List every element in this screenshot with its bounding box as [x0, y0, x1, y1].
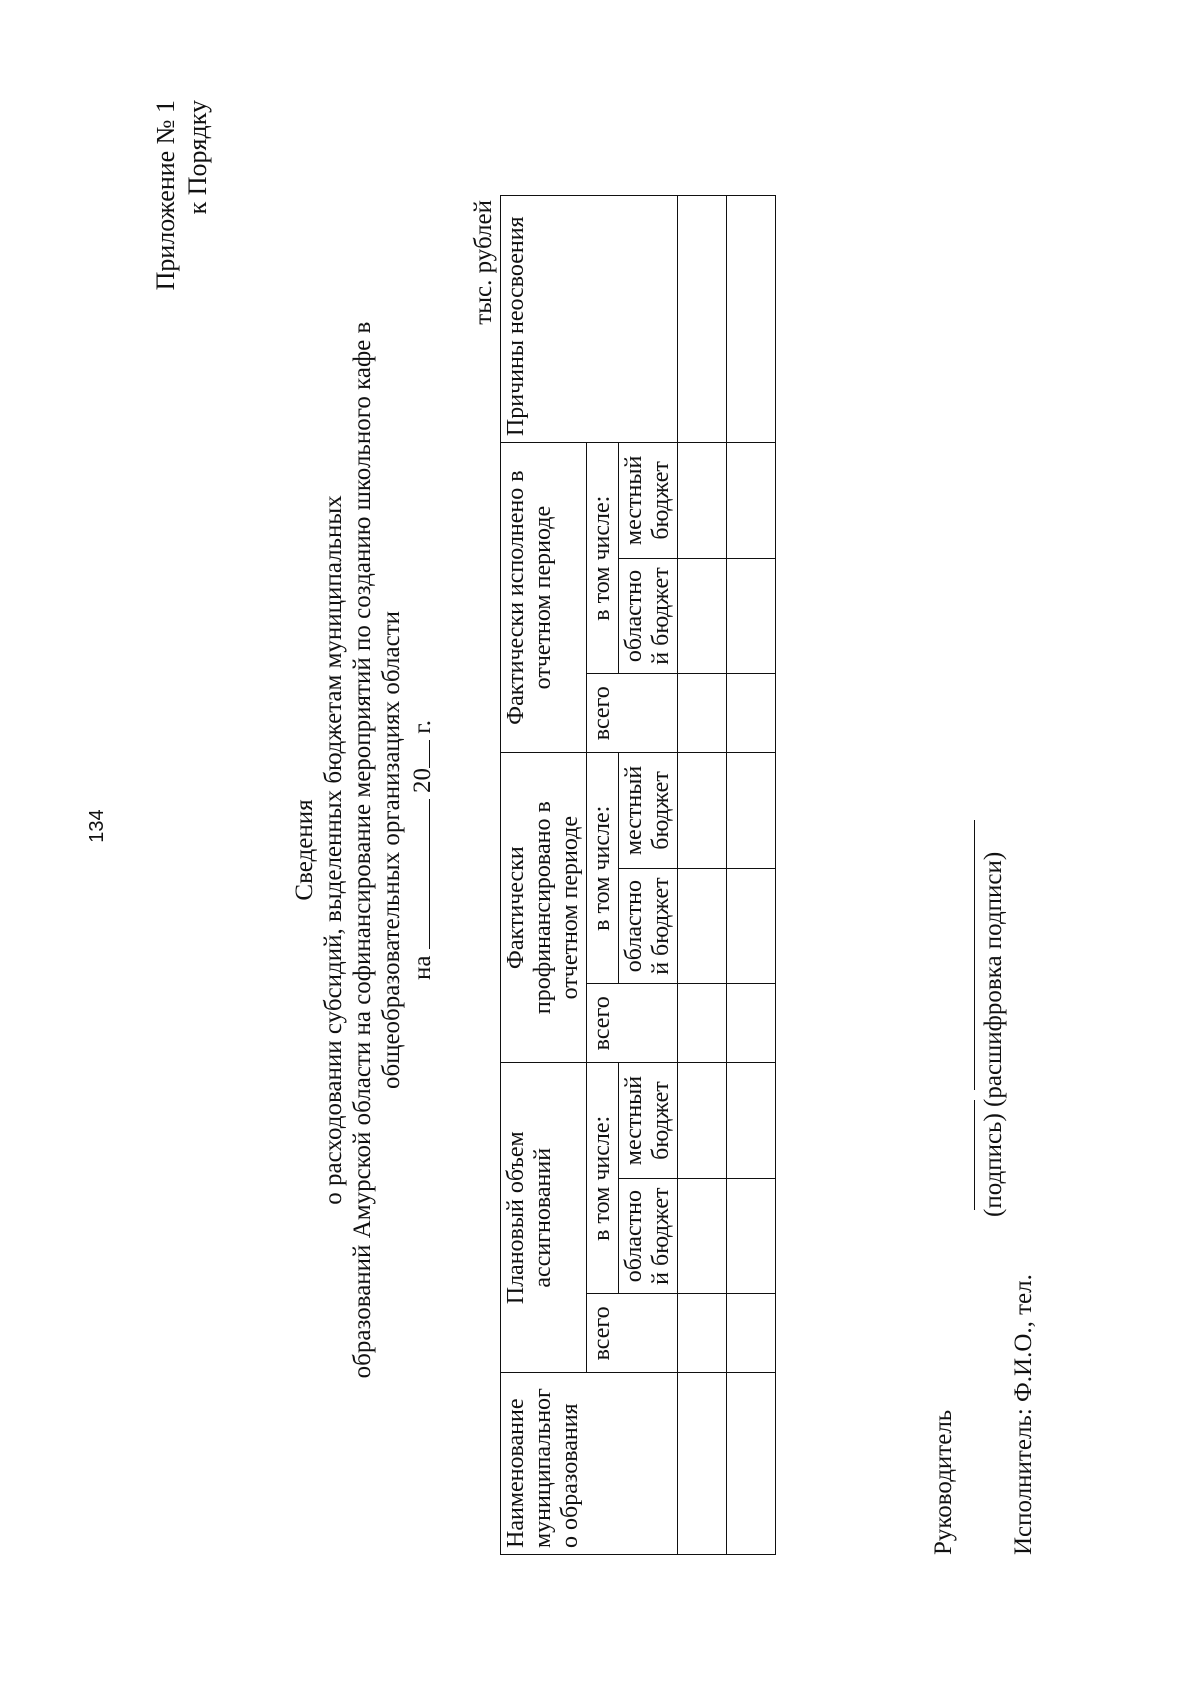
appendix-line-1: Приложение № 1 [151, 100, 180, 291]
table-cell [727, 1178, 776, 1294]
table-cell [678, 674, 727, 753]
table-cell [678, 1178, 727, 1294]
date-year-blank [409, 740, 430, 768]
table-cell [727, 868, 776, 984]
title-heading: Сведения [291, 799, 318, 901]
executed-including-header: в том числе: [587, 443, 619, 674]
date-year: 20 [409, 767, 436, 793]
funded-total-header: всего [587, 984, 678, 1063]
table-cell [678, 1294, 727, 1373]
table-cell [727, 558, 776, 674]
header-municipality: Наименование муниципальног о образования [501, 1373, 678, 1555]
signature-line [974, 1100, 975, 1210]
executed-local-header: местный бюджет [619, 443, 678, 559]
report-date [408, 200, 437, 1500]
title-line-2: образований Амурской области на софинансирование мероприятий по созданию школьного кафе в [349, 321, 376, 1379]
table-cell [678, 753, 727, 869]
table-cell [678, 1063, 727, 1179]
appendix-note [150, 100, 214, 320]
date-day-month-blank [409, 799, 430, 949]
table-cell [727, 443, 776, 559]
table-cell [678, 443, 727, 559]
executed-regional-header: областно й бюджет [619, 558, 678, 674]
table-cell [727, 196, 776, 443]
header-reasons: Причины неосвоения [501, 196, 678, 443]
plan-regional-header: областно й бюджет [619, 1178, 678, 1294]
units-label: тыс. рублей [470, 200, 497, 325]
table-cell [727, 753, 776, 869]
document-title [290, 200, 437, 1500]
date-prefix: на [409, 955, 436, 980]
table-cell [678, 1373, 727, 1555]
title-line-1: о расходовании субсидий, выделенных бюджетам муниципальных [320, 495, 347, 1205]
table-cell [678, 196, 727, 443]
appendix-line-2: к Порядку [183, 100, 212, 215]
table-cell [678, 984, 727, 1063]
table-cell [678, 558, 727, 674]
table-row [678, 196, 727, 1555]
signature-caption: (подпись) (расшифровка подписи) [980, 851, 1007, 1217]
report-table [500, 195, 776, 1555]
plan-including-header: в том числе: [587, 1063, 619, 1294]
executed-total-header: всего [587, 674, 678, 753]
plan-local-header: местный бюджет [619, 1063, 678, 1179]
table-cell [727, 1063, 776, 1179]
page-number: 134 [86, 809, 108, 843]
date-suffix: г. [409, 720, 436, 734]
table-header-row-1 [501, 196, 587, 1555]
header-executed: Фактически исполнено в отчетном периоде [501, 443, 587, 753]
table-cell [727, 674, 776, 753]
plan-total-header: всего [587, 1294, 678, 1373]
funded-local-header: местный бюджет [619, 753, 678, 869]
funded-regional-header: областно й бюджет [619, 868, 678, 984]
table-cell [727, 1294, 776, 1373]
table-cell [727, 984, 776, 1063]
signature-name-line [974, 820, 975, 1090]
funded-including-header: в том числе: [587, 753, 619, 984]
header-funded: Фактически профинансировано в отчетном периоде [501, 753, 587, 1063]
table-row [727, 196, 776, 1555]
signature-head: Руководитель [930, 1409, 957, 1555]
title-line-3: общеобразовательных организациях области [378, 611, 405, 1090]
executor-line: Исполнитель: Ф.И.О., тел. [1010, 1274, 1037, 1555]
table-cell [678, 868, 727, 984]
table-cell [727, 1373, 776, 1555]
header-plan: Плановый объем ассигнований [501, 1063, 587, 1373]
